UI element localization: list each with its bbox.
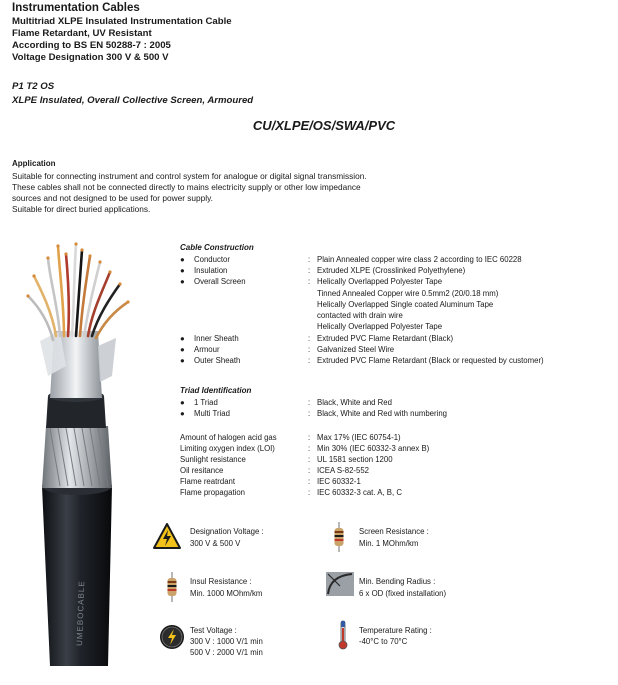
temperature-value: -40°C to 70°C: [359, 637, 408, 646]
test-voltage-value-1: 300 V : 1000 V/1 min: [190, 637, 263, 646]
bending-radius-icon: [326, 572, 354, 596]
triad-row: ● 1 Triad: [180, 398, 218, 407]
lightning-icon: [159, 624, 185, 650]
triad-label: 1 Triad: [194, 398, 218, 407]
triad-row: ● Multi Triad: [180, 409, 230, 418]
page-title: Instrumentation Cables: [12, 2, 140, 14]
property-value: : IEC 60332-3 cat. A, B, C: [308, 488, 402, 497]
property-label: Limiting oxygen index (LOI): [180, 444, 275, 453]
header-line-1: Multitriad XLPE Insulated Instrumentation Cable: [12, 16, 232, 27]
insul-resistance-value: Min. 1000 MOhm/km: [190, 589, 263, 598]
high-voltage-warning-icon: [152, 522, 182, 550]
cable-illustration: [20, 236, 160, 666]
property-value: : IEC 60332-1: [308, 477, 361, 486]
screen-detail: Tinned Annealed Copper wire 0.5mm2 (20/0.18 mm): [317, 289, 499, 298]
property-label: Flame propagation: [180, 488, 246, 497]
construction-label: Armour: [194, 345, 220, 354]
property-label: Oil resitance: [180, 466, 224, 475]
application-title: Application: [12, 159, 56, 168]
triad-value: : Black, White and Red: [308, 398, 392, 407]
screen-detail: Helically Overlapped Polyester Tape: [317, 322, 443, 331]
construction-row: ● Insulation: [180, 266, 228, 275]
construction-row: ● Outer Sheath: [180, 356, 241, 365]
property-value: : ICEA S-82-552: [308, 466, 370, 475]
screen-resistance-title: Screen Resistance :: [359, 527, 429, 536]
construction-row: ● Conductor: [180, 255, 230, 264]
header-line-4: Voltage Designation 300 V & 500 V: [12, 52, 169, 63]
construction-value: : Helically Overlapped Polyester Tape: [308, 277, 443, 286]
construction-title: Cable Construction: [180, 243, 254, 252]
property-label: Amount of halogen acid gas: [180, 433, 277, 442]
property-value: : Max 17% (IEC 60754-1): [308, 433, 401, 442]
property-label: Sunlight resistance: [180, 455, 246, 464]
application-line-3: sources and not designed to be used for power supply.: [12, 193, 213, 203]
screen-resistance-value: Min. 1 MOhm/km: [359, 539, 419, 548]
triad-title: Triad Identification: [180, 386, 252, 395]
construction-label: Insulation: [194, 266, 228, 275]
designation-voltage-title: Designation Voltage :: [190, 527, 264, 536]
construction-value: : Plain Annealed copper wire class 2 according to IEC 60228: [308, 255, 522, 264]
bending-radius-value: 6 x OD (fixed installation): [359, 589, 447, 598]
construction-label: Outer Sheath: [194, 356, 241, 365]
construction-label: Conductor: [194, 255, 230, 264]
construction-row: ● Armour: [180, 345, 220, 354]
construction-label: Inner Sheath: [194, 334, 239, 343]
test-voltage-title: Test Voltage :: [190, 626, 237, 635]
property-value: : Min 30% (IEC 60332-3 annex B): [308, 444, 430, 453]
temperature-title: Temperature Rating :: [359, 626, 432, 635]
product-code: P1 T2 OS: [12, 81, 55, 92]
construction-row: ● Overall Screen: [180, 277, 246, 286]
application-line-4: Suitable for direct buried applications.: [12, 204, 151, 214]
property-value: : UL 1581 section 1200: [308, 455, 393, 464]
insul-resistance-title: Insul Resistance :: [190, 577, 252, 586]
construction-value: : Galvanized Steel Wire: [308, 345, 395, 354]
resistor-icon: [166, 572, 178, 602]
property-label: Flame reatrdant: [180, 477, 236, 486]
construction-value: : Extruded PVC Flame Retardant (Black): [308, 334, 454, 343]
screen-detail: Helically Overlapped Single coated Aluminum Tape: [317, 300, 494, 309]
bending-radius-title: Min. Bending Radius :: [359, 577, 436, 586]
application-line-1: Suitable for connecting instrument and control system for analogue or digital signal transmission.: [12, 171, 367, 181]
construction-row: ● Inner Sheath: [180, 334, 239, 343]
cable-designation: CU/XLPE/OS/SWA/PVC: [252, 118, 396, 133]
header-line-3: According to BS EN 50288-7 : 2005: [12, 40, 171, 51]
header-line-2: Flame Retardant, UV Resistant: [12, 28, 152, 39]
product-subtitle: XLPE Insulated, Overall Collective Screen, Armoured: [12, 95, 254, 106]
test-voltage-value-2: 500 V : 2000 V/1 min: [190, 648, 263, 657]
thermometer-icon: [338, 620, 348, 650]
designation-voltage-value: 300 V & 500 V: [190, 539, 241, 548]
screen-detail: contacted with drain wire: [317, 311, 403, 320]
construction-value: : Extruded XLPE (Crosslinked Polyethylene): [308, 266, 466, 275]
triad-value: : Black, White and Red with numbering: [308, 409, 448, 418]
application-line-2: These cables shall not be connected directly to mains electricity supply or other low impedance: [12, 182, 361, 192]
resistor-icon: [333, 522, 345, 552]
triad-label: Multi Triad: [194, 409, 230, 418]
svg-text:UMEBOCABLE: UMEBOCABLE: [75, 580, 87, 647]
construction-label: Overall Screen: [194, 277, 246, 286]
construction-value: : Extruded PVC Flame Retardant (Black or requested by customer): [308, 356, 544, 365]
